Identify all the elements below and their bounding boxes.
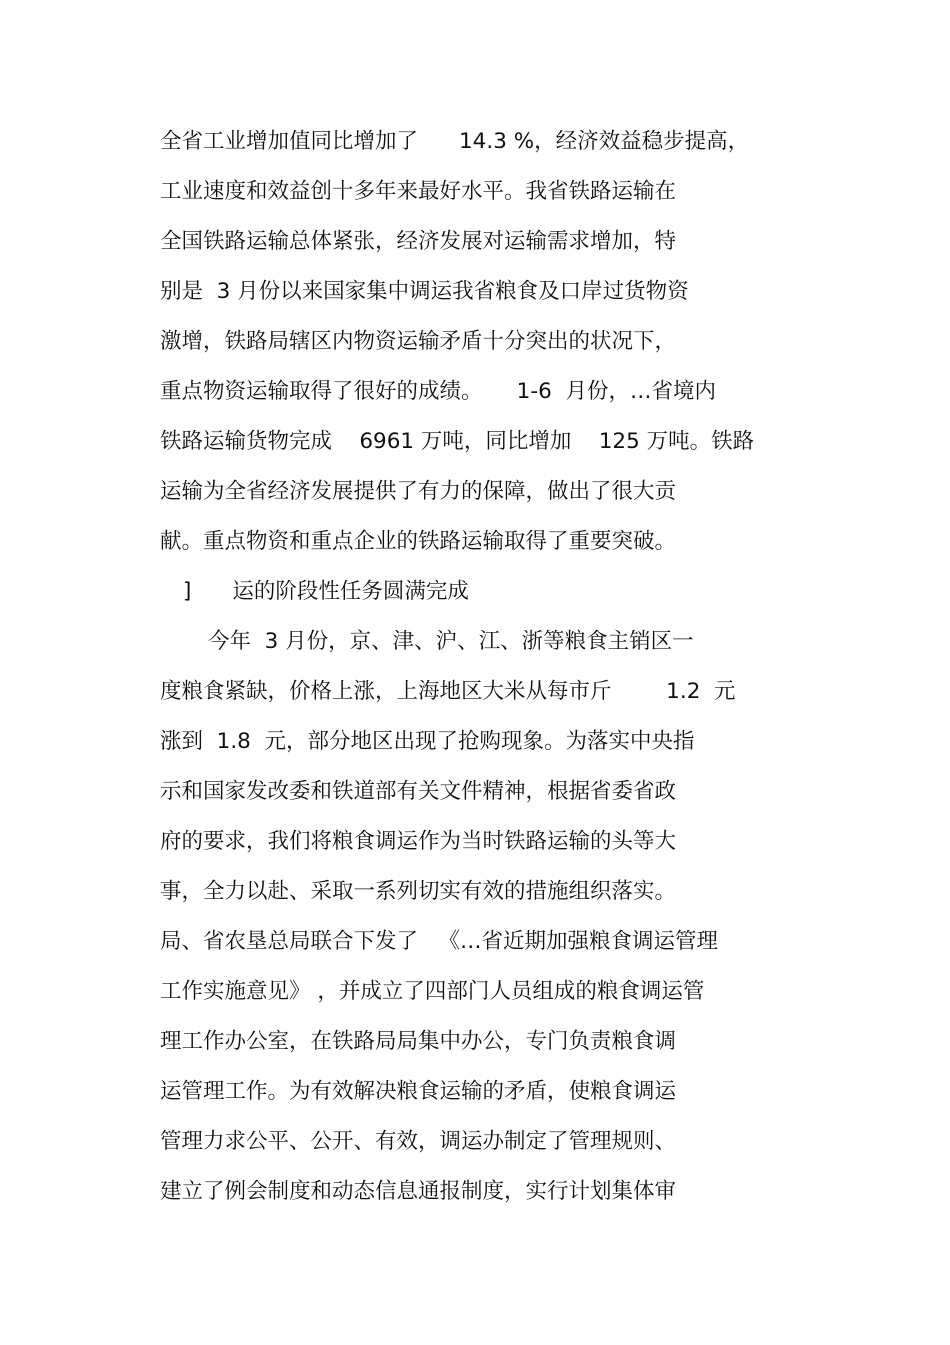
text-line: 运管理工作。为有效解决粮食运输的矛盾，使粮食调运 (160, 1079, 677, 1104)
text-line: 事，全力以赴、采取一系列切实有效的措施组织落实。 (160, 879, 677, 904)
section-heading: ] 运的阶段性任务圆满完成 (183, 579, 469, 604)
text-line: 管理力求公平、公开、有效，调运办制定了管理规则、 (160, 1129, 677, 1154)
text-line: 局、省农垦总局联合下发了 《…省近期加强粮食调运管理 (160, 929, 719, 954)
text-line: 建立了例会制度和动态信息通报制度，实行计划集体审 (160, 1179, 677, 1204)
text-line: 献。重点物资和重点企业的铁路运输取得了重要突破。 (160, 529, 677, 554)
text-line: 今年 3 月份，京、津、沪、江、浙等粮食主销区一 (208, 629, 694, 654)
text-line: 示和国家发改委和铁道部有关文件精神，根据省委省政 (160, 779, 677, 804)
text-line: 度粮食紧缺，价格上涨，上海地区大米从每市斤 1.2 元 (160, 679, 736, 704)
text-line: 府的要求，我们将粮食调运作为当时铁路运输的头等大 (160, 829, 677, 854)
text-line: 工业速度和效益创十多年来最好水平。我省铁路运输在 (160, 179, 677, 204)
text-line: 理工作办公室，在铁路局局集中办公，专门负责粮食调 (160, 1029, 677, 1054)
text-line: 涨到 1.8 元，部分地区出现了抢购现象。为落实中央指 (160, 729, 695, 754)
text-line: 运输为全省经济发展提供了有力的保障，做出了很大贡 (160, 479, 677, 504)
text-line: 全省工业增加值同比增加了 14.3 %，经济效益稳步提高， (160, 129, 750, 154)
text-line: 别是 3 月份以来国家集中调运我省粮食及口岸过货物资 (160, 279, 689, 304)
text-line: 铁路运输货物完成 6961 万吨，同比增加 125 万吨。铁路 (160, 429, 755, 454)
text-line: 工作实施意见》 ，并成立了四部门人员组成的粮食调运管 (160, 979, 705, 1004)
text-line: 全国铁路运输总体紧张，经济发展对运输需求增加，特 (160, 229, 677, 254)
text-line: 重点物资运输取得了很好的成绩。 1-6 月份，…省境内 (160, 379, 716, 404)
text-line: 激增，铁路局辖区内物资运输矛盾十分突出的状况下， (160, 329, 677, 354)
